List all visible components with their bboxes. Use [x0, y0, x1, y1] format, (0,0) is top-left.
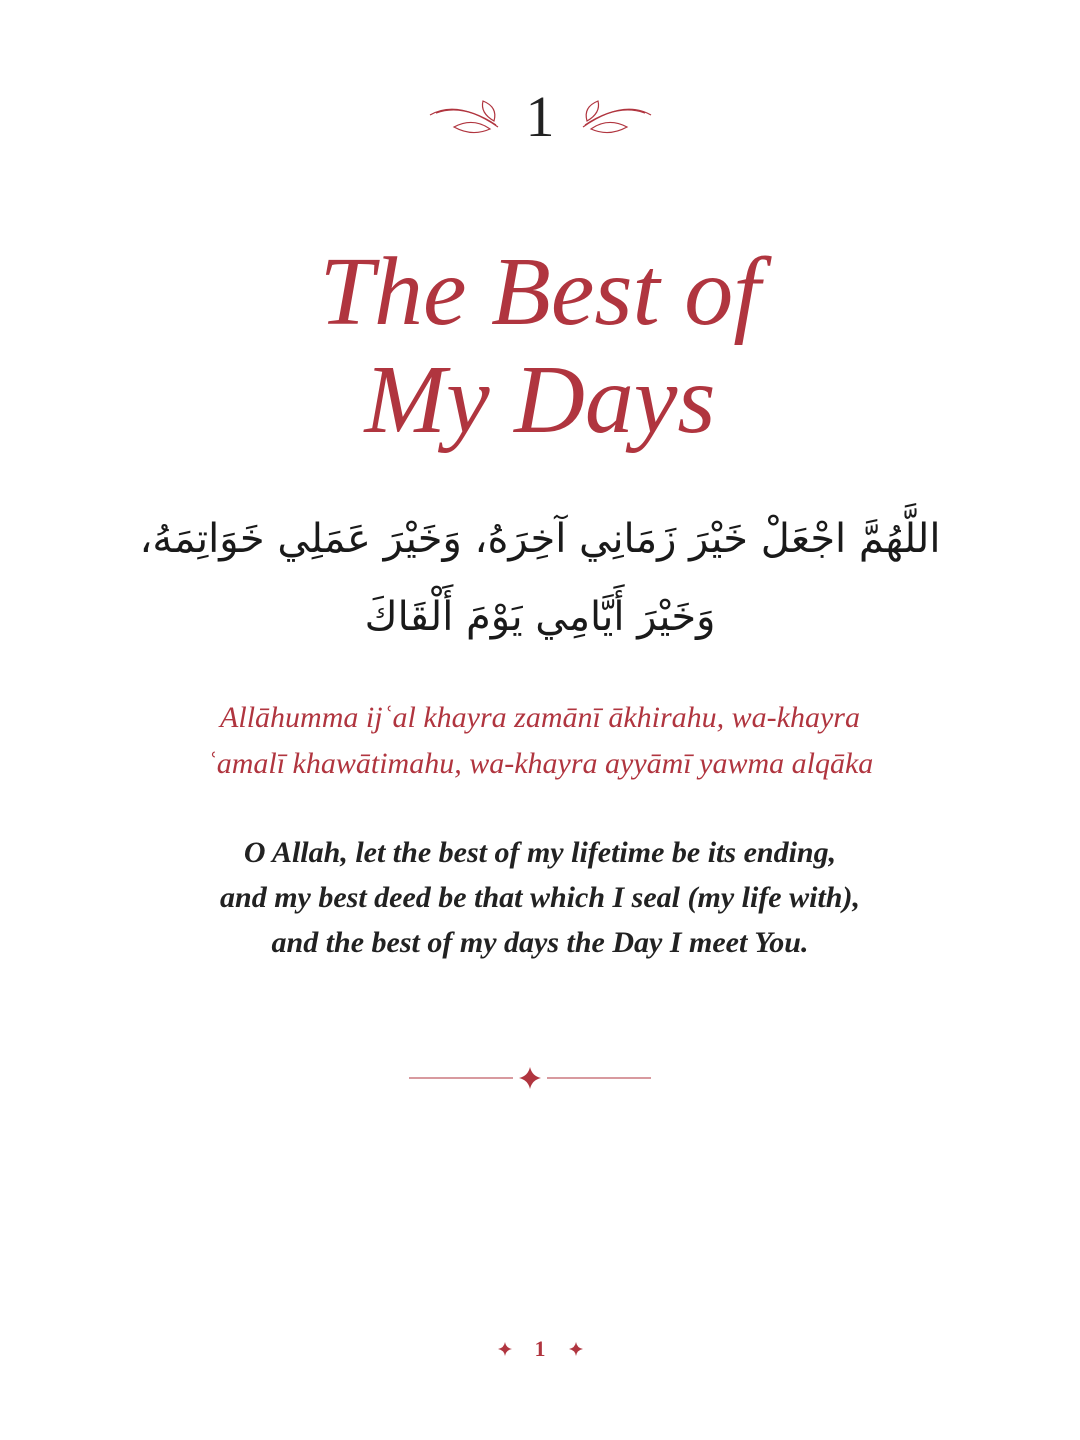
leaf-flourish-left-icon: [428, 97, 508, 137]
page-footer: [0, 1336, 1080, 1362]
arabic-line: اللَّهُمَّ اجْعَلْ خَيْرَ زَمَانِي آخِرَهُ، وَخَيْرَ عَمَلِي خَوَاتِمَهُ،: [139, 516, 941, 562]
page-number: 1: [534, 1336, 546, 1361]
ornamental-divider-icon: [405, 1065, 655, 1091]
translation: [100, 830, 980, 965]
transliteration-line: ʿamalī khawātimahu, wa-khayra ayyāmī yawma alqāka: [206, 747, 874, 780]
translation-line: and my best deed be that which I seal (my life with),: [220, 881, 860, 914]
star-ornament-icon: [497, 1341, 513, 1357]
translation-line: and the best of my days the Day I meet You.: [271, 926, 809, 959]
title-line: The Best of: [319, 238, 761, 346]
transliteration-line: Allāhumma ijʿal khayra zamānī ākhirahu, wa-khayra: [220, 701, 860, 734]
chapter-number: 1: [525, 84, 555, 149]
arabic-supplication: [100, 500, 980, 656]
chapter-heading: [0, 84, 1080, 149]
star-ornament-icon: [568, 1341, 584, 1357]
leaf-flourish-right-icon: [573, 97, 653, 137]
page-title: [0, 238, 1080, 454]
transliteration: [100, 695, 980, 787]
translation-line: O Allah, let the best of my lifetime be its ending,: [243, 836, 837, 869]
arabic-line: وَخَيْرَ أَيَّامِي يَوْمَ أَلْقَاكَ: [364, 594, 716, 640]
title-line: My Days: [364, 346, 716, 454]
